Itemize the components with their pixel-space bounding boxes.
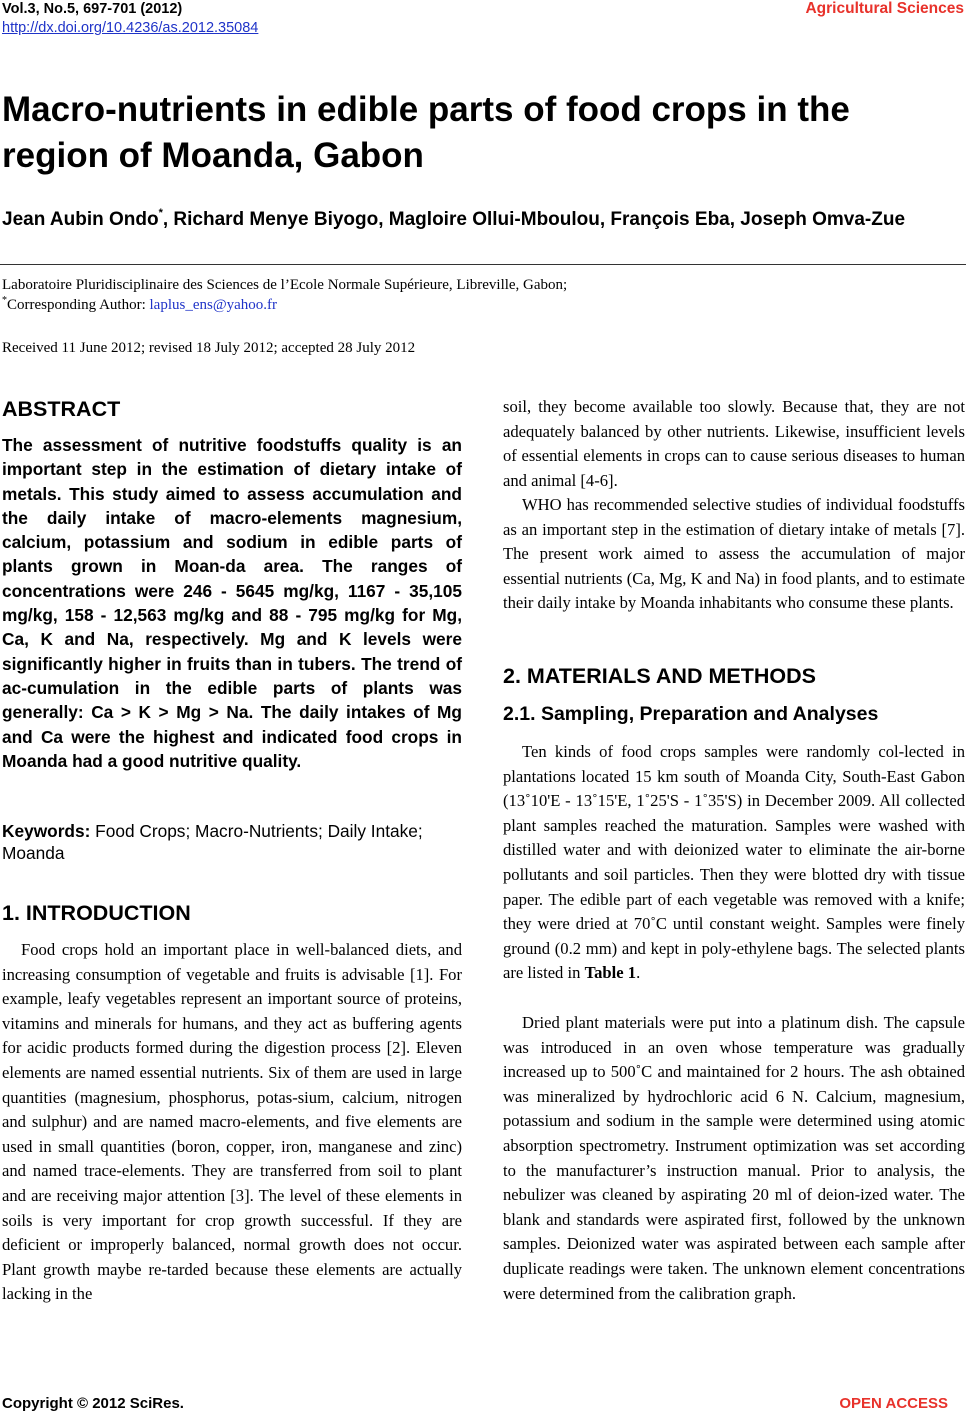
methods-paragraph-1-text: Ten kinds of food crops samples were randomly col-lected in plantations located 15 km south of Moanda City, South-East Gabon (13˚10'E - 13˚15'E, 1˚25'S - 1˚35'S) in December 2009. All collected plant samples reached the maturation. Samples were washed with distilled water and with deionized water to eliminate the air-borne pollutants and soil particles. Then they were blotted dry with tissue paper. The edible part of each vegetable was removed with a knife; they were dried at 70˚C until constant weight. Samples were finely ground (0.2 mm) and kept in poly-ethylene bags. The selected plants are listed in <box>503 742 965 983</box>
corresponding-label: Corresponding Author: <box>7 297 150 313</box>
intro-paragraph-1-continued: soil, they become available too slowly. Because that, they are not adequately balanced by other nutrients. Likewise, insufficient levels of essential elements in crops can to cause serious diseases to human and animal [4-6]. <box>503 397 965 490</box>
abstract-heading: ABSTRACT <box>2 397 121 421</box>
corresponding-mark: * <box>158 207 163 219</box>
open-access-badge: OPEN ACCESS <box>839 1395 948 1412</box>
header-rule <box>0 264 966 265</box>
doi-link[interactable]: http://dx.doi.org/10.4236/as.2012.35084 <box>2 20 259 36</box>
keywords <box>2 820 442 864</box>
keywords-text: Food Crops; Macro-Nutrients; Daily Intake; Moanda <box>2 821 423 863</box>
keywords-label: Keywords: <box>2 821 91 841</box>
author-list <box>2 207 942 233</box>
journal-name: Agricultural Sciences <box>805 0 964 17</box>
first-author: Jean Aubin Ondo <box>2 209 159 230</box>
intro-paragraph-1: Food crops hold an important place in well-balanced diets, and increasing consumption of vegetable and fruits is advisable [1]. For example, leafy vegetables represent an important source of proteins, vitamins and minerals for humans, and they act as buffering agents for acidic products formed during the digestion process [2]. Eleven elements are named essential nutrients. Six of them are used in large quantities (magnesium, phosphorus, potas-sium, calcium, nitrogen and sulphur) and are named macro-elements, and five elements are used in small quantities (boron, copper, iron, manganese and zinc) and named trace-elements. They are transferred from soil to plant and are receiving major attention [3]. The level of these elements in soils is very important for crop growth successful. If they are deficient or improperly balanced, normal growth does not occur. Plant growth maybe re-tarded because these elements are actually lacking in the <box>2 940 462 1304</box>
sampling-subheading: 2.1. Sampling, Preparation and Analyses <box>503 703 879 725</box>
abstract-text: The assessment of nutritive foodstuffs quality is an important step in the estimation of dietary intake of metals. This study aimed to assess accumulation and the daily intake of macro-elements magnesium, calcium, potassium and sodium in edible parts of plants grown in Moan-da area. The ranges of concentrations were 246 - 5645 mg/kg, 1167 - 35,105 mg/kg, 158 - 12,563 mg/kg and 88 - 795 mg/kg for Mg, Ca, K and Na, respectively. Mg and K levels were significantly higher in fruits than in tubers. The trend of ac-cumulation in the edible parts of plants was generally: Ca > K > Mg > Na. The daily intakes of Mg and Ca were the highest and indicated food crops in Moanda had a good nutritive quality. <box>2 435 462 771</box>
introduction-heading: 1. INTRODUCTION <box>2 901 191 925</box>
methods-paragraph-1-end: . <box>636 963 641 983</box>
corresponding-mark-note: * <box>2 295 7 306</box>
corresponding-author <box>2 296 277 315</box>
methods-heading: 2. MATERIALS AND METHODS <box>503 664 816 688</box>
table-1-reference[interactable]: Table 1 <box>584 963 637 983</box>
intro-paragraph-2: WHO has recommended selective studies of individual foodstuffs as an important step in the estimation of dietary intake of metals [7]. The present work aimed to assess the accumulation of major essential nutrients (Ca, Mg, K and Na) in food plants, and to estimate their daily intake by Moanda inhabitants who consume these plants. <box>503 495 965 613</box>
paper-title: Macro-nutrients in edible parts of food crops in the region of Moanda, Gabon <box>2 90 850 175</box>
copyright: Copyright © 2012 SciRes. <box>2 1395 184 1412</box>
received-dates: Received 11 June 2012; revised 18 July 2012; accepted 28 July 2012 <box>2 340 416 356</box>
other-authors: , Richard Menye Biyogo, Magloire Ollui-Mboulou, François Eba, Joseph Omva-Zue <box>162 209 906 230</box>
affiliation: Laboratoire Pluridisciplinaire des Sciences de l’Ecole Normale Supérieure, Libreville, Gabon; <box>2 277 568 293</box>
methods-paragraph-2: Dried plant materials were put into a platinum dish. The capsule was introduced in an oven whose temperature was gradually increased up to 500˚C and maintained for 2 hours. The ash obtained was mineralized by hydrochloric acid 6 N. Calcium, magnesium, potassium and sodium in the sample were determined using atomic absorption spectrometry. Instrument optimization was set according to the manufacturer’s instruction manual. Prior to analysis, the nebulizer was cleaned by aspirating 20 ml of deion-ized water. The blank and standards were aspirated first, followed by the unknown samples. Deionized water was aspirated between each sample after duplicate readings were taken. The unknown element concentrations were determined from the calibration graph. <box>503 1013 965 1303</box>
corresponding-email[interactable]: laplus_ens@yahoo.fr <box>149 297 278 313</box>
methods-paragraph-1 <box>503 740 965 986</box>
volume-info: Vol.3, No.5, 697-701 (2012) <box>2 1 183 17</box>
